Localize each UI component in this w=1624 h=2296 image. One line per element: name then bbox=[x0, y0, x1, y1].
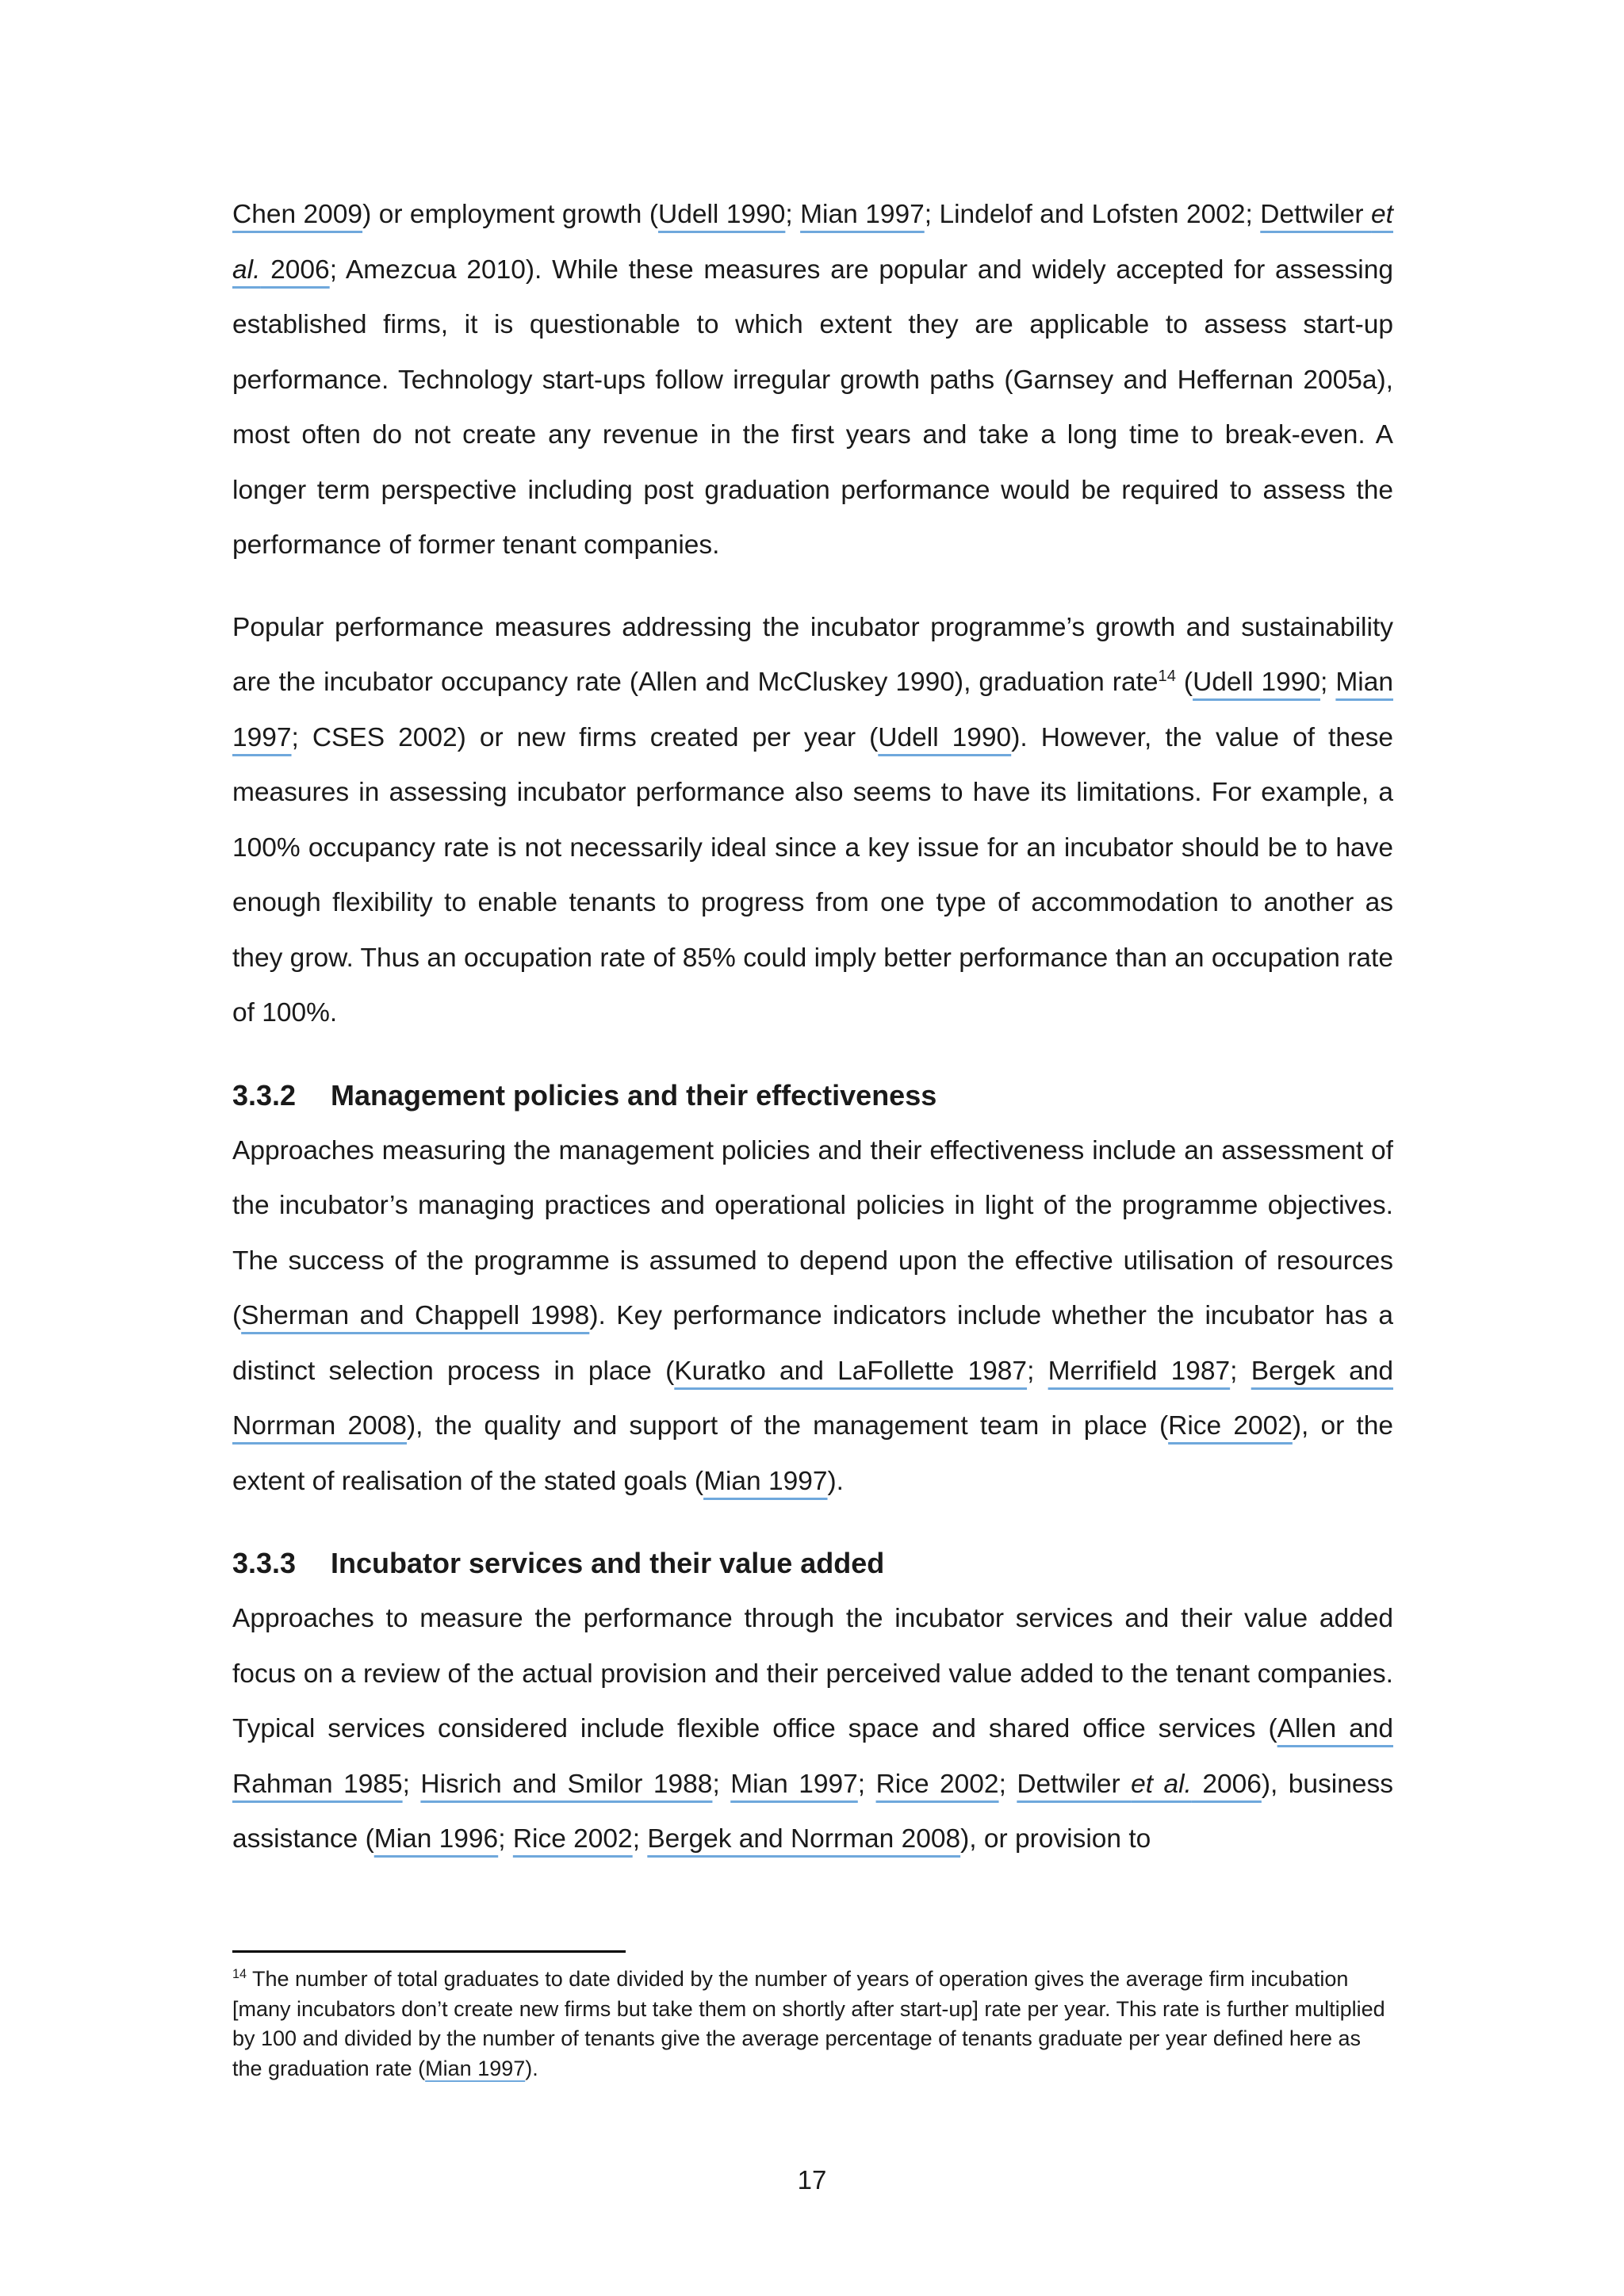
text-run: ; bbox=[712, 1769, 731, 1799]
text-run: ; bbox=[632, 1824, 648, 1854]
citation-etal: et al. bbox=[1131, 1769, 1192, 1799]
citation-link[interactable]: Mian 1997 bbox=[800, 200, 925, 229]
text-run: ; bbox=[1320, 668, 1336, 697]
citation-link[interactable]: Udell 1990 bbox=[1193, 668, 1321, 697]
footnote-14 bbox=[232, 1965, 1393, 2084]
citation-link[interactable]: Sherman and Chappell 1998 bbox=[241, 1301, 590, 1330]
text-run: ), the quality and support of the management team in place ( bbox=[407, 1411, 1169, 1441]
page-number: 17 bbox=[797, 2165, 827, 2195]
citation-link[interactable]: Udell 1990 bbox=[878, 722, 1012, 752]
text-run: Approaches measuring the management policies and their effectiveness include an assessment of the incubator’s managing practices and operational policies in light of the programme objectives. The success of the programme is assumed to depend upon the effective utilisation of resources ( bbox=[232, 1135, 1393, 1330]
text-run: ; bbox=[402, 1769, 421, 1799]
citation-link[interactable]: Mian 1997 bbox=[703, 1466, 828, 1496]
section-heading-3-3-3 bbox=[232, 1536, 1393, 1591]
paragraph-2 bbox=[232, 600, 1393, 1041]
text-run: ( bbox=[1175, 668, 1193, 697]
citation-link[interactable]: Kuratko and LaFollette 1987 bbox=[674, 1356, 1028, 1386]
text-run: ). However, the value of these measures in assessing incubator performance also seems to have its limitations. For example, a 100% occupancy rate is not necessarily ideal since a key issue for an incubator should be to have enough flexibility to enable tenants to progress from one type of accommodation to another as they grow. Thus an occupation rate of 85% could imply better performance than an occupation rate of 100%. bbox=[232, 722, 1394, 1027]
text-run: ), or provision to bbox=[960, 1824, 1151, 1854]
citation-year: 2006 bbox=[260, 254, 330, 285]
citation-etal: et al. bbox=[232, 200, 1393, 285]
citation-link[interactable]: Mian 1996 bbox=[373, 1824, 499, 1854]
text-run: ; bbox=[785, 200, 801, 229]
text-run: ; CSES 2002) or new firms created per year ( bbox=[291, 722, 879, 752]
paragraph-1 bbox=[232, 187, 1393, 573]
text-run: ; bbox=[857, 1769, 876, 1799]
citation-link[interactable]: Hisrich and Smilor 1988 bbox=[420, 1769, 713, 1799]
footnote-separator bbox=[232, 1950, 626, 1953]
citation-author: Dettwiler bbox=[1260, 200, 1372, 229]
text-run: ; bbox=[498, 1824, 513, 1854]
paragraph-3 bbox=[232, 1123, 1393, 1510]
text-run: ; bbox=[1027, 1356, 1048, 1386]
citation-link[interactable]: Bergek and Norrman 2008 bbox=[232, 1356, 1393, 1441]
text-run: ; Amezcua 2010). While these measures are popular and widely accepted for assessing established firms, it is questionable to which extent they are applicable to assess start-up performance. Technology start-ups follow irregular growth paths (Garnsey and Heffernan 2005a), most often do not create any revenue in the first years and take a long time to break-even. A longer term perspective including post graduation performance would be required to assess the performance of former tenant companies. bbox=[232, 254, 1393, 560]
text-run: ), or the extent of realisation of the stated goals ( bbox=[232, 1411, 1394, 1496]
text-run: ; Lindelof and Lofsten 2002; bbox=[924, 200, 1261, 229]
citation-link[interactable]: Mian 1997 bbox=[730, 1769, 858, 1799]
citation-link[interactable]: Mian 1997 bbox=[425, 2056, 526, 2080]
citation-link[interactable]: Bergek and Norrman 2008 bbox=[647, 1824, 961, 1854]
citation-link[interactable]: Merrifield 1987 bbox=[1048, 1356, 1231, 1386]
footnote-marker: 14 bbox=[232, 1967, 247, 1981]
citation-link[interactable]: Allen and Rahman 1985 bbox=[232, 1714, 1393, 1799]
text-run: ; bbox=[1230, 1356, 1251, 1386]
citation-link[interactable]: Udell 1990 bbox=[658, 200, 786, 229]
text-run: ). Key performance indicators include whether the incubator has a distinct selection process in place ( bbox=[232, 1301, 1393, 1386]
citation-link[interactable]: Rice 2002 bbox=[512, 1824, 633, 1854]
citation-link[interactable]: Mian 1997 bbox=[232, 668, 1393, 752]
citation-link[interactable]: Rice 2002 bbox=[875, 1769, 999, 1799]
body-text bbox=[232, 187, 1393, 1867]
section-heading-3-3-2 bbox=[232, 1068, 1393, 1123]
section-number: 3.3.3 bbox=[232, 1547, 297, 1579]
footnote-text: The number of total graduates to date divided by the number of years of operation gives the average firm incubation [many incubators don’t create new firms but take them on shortly after start-up] rate per year. This rate is further multiplied by 100 and divided by the number of tenants give the average percentage of tenants graduate per year defined here as the graduation rate ( bbox=[232, 1967, 1385, 2080]
footnote-reference[interactable]: 14 bbox=[1158, 667, 1176, 685]
text-run: ) or employment growth ( bbox=[362, 200, 659, 229]
citation-year: 2006 bbox=[1191, 1769, 1262, 1799]
citation-author: Dettwiler bbox=[1017, 1769, 1132, 1799]
section-title: Management policies and their effectiveness bbox=[331, 1078, 937, 1112]
text-run: Approaches to measure the performance through the incubator services and their value added focus on a review of the actual provision and their perceived value added to the tenant companies. Typical services considered include flexible office space and shared office services ( bbox=[232, 1604, 1393, 1743]
paragraph-4 bbox=[232, 1591, 1393, 1867]
text-run: ). bbox=[827, 1466, 844, 1496]
text-run: ), business assistance ( bbox=[232, 1769, 1393, 1854]
citation-link[interactable]: Rice 2002 bbox=[1168, 1411, 1293, 1441]
footnote-text: ). bbox=[525, 2056, 538, 2080]
section-title: Incubator services and their value added bbox=[331, 1547, 885, 1579]
citation-link[interactable]: Chen 2009 bbox=[232, 200, 363, 229]
section-number: 3.3.2 bbox=[232, 1078, 297, 1112]
text-run: Popular performance measures addressing the incubator programme’s growth and sustainability are the incubator occupancy rate (Allen and McCluskey 1990), graduation rate bbox=[232, 612, 1393, 697]
citation-link[interactable] bbox=[1017, 1770, 1262, 1799]
text-run: ; bbox=[998, 1769, 1017, 1799]
